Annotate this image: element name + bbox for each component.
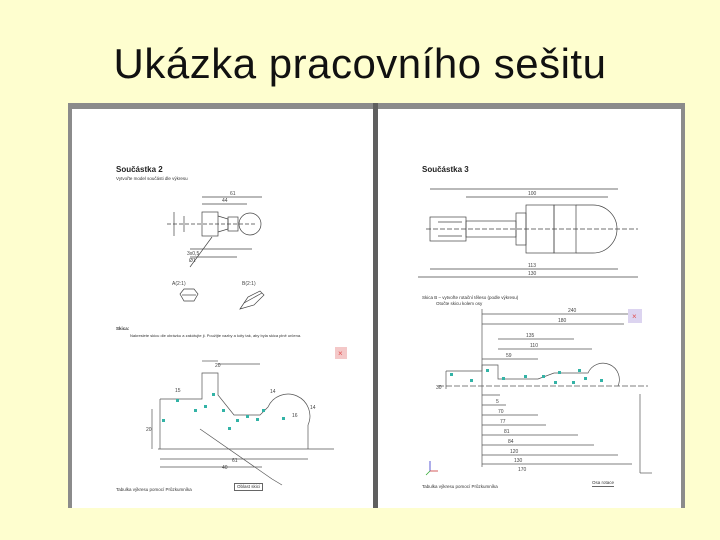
right-sketch-note-1: Skica B – vytvořte rotační těleso (podle výkresu) bbox=[422, 295, 519, 300]
constraint-markers-left bbox=[162, 393, 285, 430]
svg-text:110: 110 bbox=[530, 343, 538, 349]
right-sketch-note-2: Otočte skicu kolem osy bbox=[436, 301, 483, 306]
svg-text:130: 130 bbox=[528, 271, 537, 277]
svg-text:14: 14 bbox=[310, 405, 316, 411]
svg-text:61: 61 bbox=[232, 458, 238, 464]
svg-text:Ø1: Ø1 bbox=[189, 258, 196, 264]
slide-title: Ukázka pracovního sešitu bbox=[113, 40, 607, 87]
part-3-drawing bbox=[378, 109, 681, 508]
detail-a-label: A(2:1) bbox=[172, 281, 186, 287]
svg-text:84: 84 bbox=[508, 439, 514, 445]
detail-b-label: B(2:1) bbox=[242, 281, 256, 287]
left-page-subtitle: Vytvořte model součásti dle výkresu bbox=[116, 176, 188, 181]
svg-text:15: 15 bbox=[175, 388, 181, 394]
svg-text:130: 130 bbox=[514, 458, 523, 464]
left-sketch-label: Skica: bbox=[116, 326, 130, 331]
svg-text:113: 113 bbox=[528, 263, 536, 269]
svg-text:20: 20 bbox=[146, 427, 152, 433]
svg-text:×: × bbox=[338, 349, 343, 358]
svg-text:20: 20 bbox=[215, 363, 221, 369]
right-footer-label: Osa rotace bbox=[592, 480, 615, 485]
svg-text:180: 180 bbox=[558, 318, 567, 324]
svg-text:77: 77 bbox=[500, 419, 506, 425]
left-footer-caption: Tabulka výkresu pomocí Průzkumníka bbox=[116, 487, 192, 492]
right-footer-caption: Tabulka výkresu pomocí Průzkumníka bbox=[422, 484, 498, 489]
svg-text:61: 61 bbox=[230, 191, 236, 197]
svg-text:3x0,5: 3x0,5 bbox=[187, 251, 200, 257]
workbook-page-left bbox=[72, 109, 373, 508]
svg-text:70: 70 bbox=[498, 409, 504, 415]
left-instructions: Nakreslete skicu dle obrázku a zakótujte ji. Použijte vazby a kóty tak, aby byla skica plně určena. bbox=[130, 333, 302, 338]
svg-text:40: 40 bbox=[222, 465, 228, 471]
svg-text:170: 170 bbox=[518, 467, 527, 473]
part-2-drawing bbox=[72, 109, 373, 508]
workbook-page-right bbox=[378, 109, 681, 508]
svg-text:30: 30 bbox=[436, 385, 442, 391]
svg-text:44: 44 bbox=[222, 198, 228, 204]
svg-text:240: 240 bbox=[568, 308, 577, 314]
right-page-heading: Součástka 3 bbox=[422, 165, 469, 174]
workbook-preview-frame bbox=[68, 103, 685, 508]
svg-text:5: 5 bbox=[496, 399, 499, 405]
svg-text:16: 16 bbox=[292, 413, 298, 419]
svg-text:81: 81 bbox=[504, 429, 510, 435]
svg-text:135: 135 bbox=[526, 333, 535, 339]
left-footer-box: Oblast skici bbox=[234, 483, 263, 491]
left-page-heading: Součástka 2 bbox=[116, 165, 163, 174]
svg-text:14: 14 bbox=[270, 389, 276, 395]
svg-text:100: 100 bbox=[528, 191, 537, 197]
svg-text:59: 59 bbox=[506, 353, 512, 359]
svg-text:120: 120 bbox=[510, 449, 519, 455]
svg-text:×: × bbox=[632, 312, 637, 321]
